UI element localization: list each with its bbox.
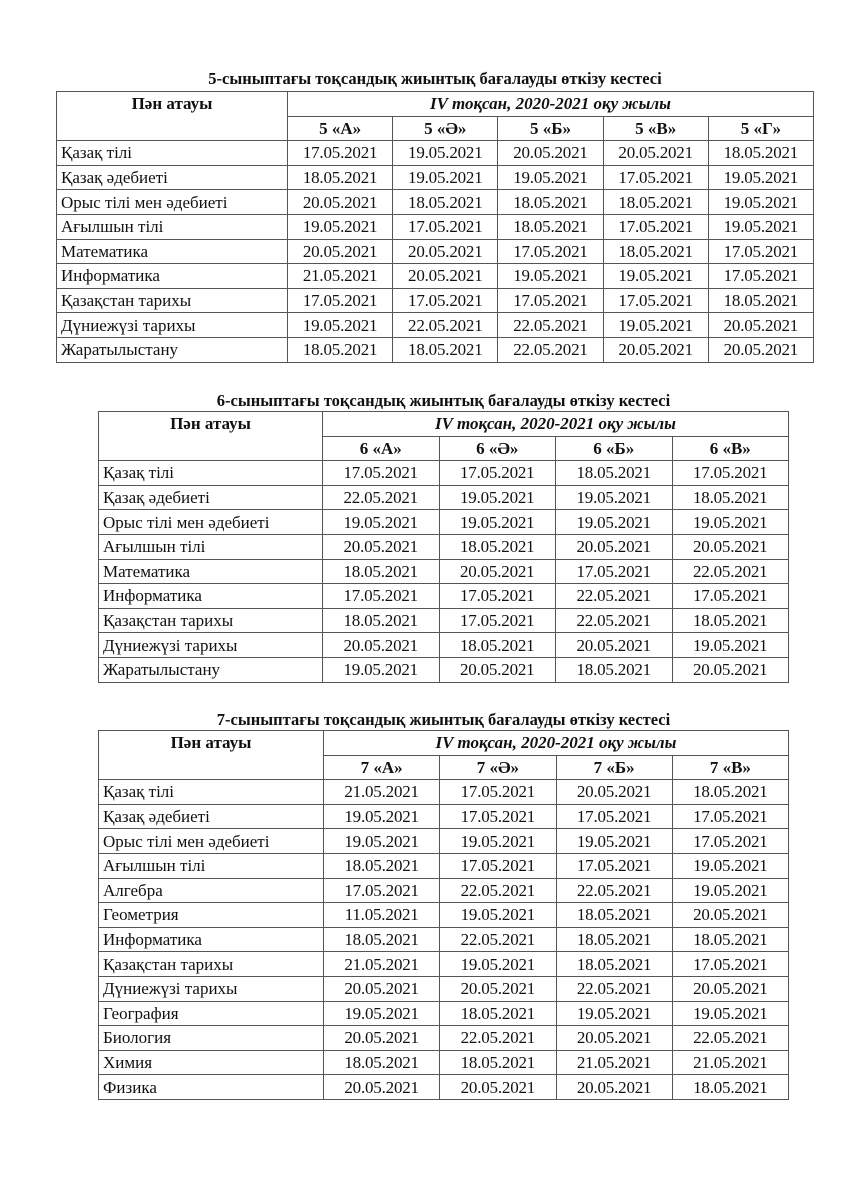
date-cell: 20.05.2021 <box>393 264 498 289</box>
date-cell: 17.05.2021 <box>393 288 498 313</box>
table-row <box>99 510 789 535</box>
date-cell: 17.05.2021 <box>672 829 788 854</box>
date-cell: 20.05.2021 <box>393 239 498 264</box>
subject-cell: Жаратылыстану <box>57 337 288 362</box>
class-column-header: 6 «А» <box>323 436 440 461</box>
date-cell: 20.05.2021 <box>556 1026 672 1051</box>
date-cell: 18.05.2021 <box>288 337 393 362</box>
class-column-header: 5 «Г» <box>708 116 813 141</box>
table-row <box>99 1026 789 1051</box>
table-row <box>99 804 789 829</box>
date-cell: 18.05.2021 <box>498 190 603 215</box>
date-cell: 18.05.2021 <box>672 927 788 952</box>
date-cell: 17.05.2021 <box>324 878 440 903</box>
date-cell: 19.05.2021 <box>498 165 603 190</box>
class-column-header: 6 «Б» <box>556 436 673 461</box>
date-cell: 21.05.2021 <box>672 1050 788 1075</box>
date-cell: 17.05.2021 <box>323 461 440 486</box>
table-row <box>99 829 789 854</box>
subject-cell: Дүниежүзі тарихы <box>57 313 288 338</box>
date-cell: 18.05.2021 <box>672 608 789 633</box>
subject-cell: Математика <box>99 559 323 584</box>
date-cell: 18.05.2021 <box>498 214 603 239</box>
date-cell: 20.05.2021 <box>556 633 673 658</box>
date-cell: 19.05.2021 <box>439 510 556 535</box>
date-cell: 22.05.2021 <box>556 976 672 1001</box>
date-cell: 19.05.2021 <box>603 264 708 289</box>
date-cell: 17.05.2021 <box>603 165 708 190</box>
subject-cell: Информатика <box>57 264 288 289</box>
date-cell: 18.05.2021 <box>439 633 556 658</box>
date-cell: 20.05.2021 <box>672 534 789 559</box>
date-cell: 17.05.2021 <box>439 461 556 486</box>
subject-cell: Химия <box>99 1050 324 1075</box>
class-column-header: 6 «В» <box>672 436 789 461</box>
period-header: IV тоқсан, 2020-2021 оқу жылы <box>288 92 814 117</box>
subject-cell: Қазақ тілі <box>99 461 323 486</box>
date-cell: 21.05.2021 <box>288 264 393 289</box>
date-cell: 20.05.2021 <box>288 190 393 215</box>
date-cell: 21.05.2021 <box>324 780 440 805</box>
header-row <box>57 92 814 117</box>
subject-cell: Дүниежүзі тарихы <box>99 976 324 1001</box>
table-row <box>99 584 789 609</box>
date-cell: 18.05.2021 <box>672 485 789 510</box>
date-cell: 22.05.2021 <box>672 1026 788 1051</box>
subject-cell: Қазақ әдебиеті <box>99 485 323 510</box>
date-cell: 18.05.2021 <box>556 461 673 486</box>
table-row <box>99 559 789 584</box>
date-cell: 20.05.2021 <box>672 976 788 1001</box>
date-cell: 17.05.2021 <box>288 141 393 166</box>
date-cell: 18.05.2021 <box>556 903 672 928</box>
date-cell: 22.05.2021 <box>672 559 789 584</box>
date-cell: 17.05.2021 <box>440 780 556 805</box>
grade5-schedule <box>56 69 814 363</box>
date-cell: 18.05.2021 <box>324 1050 440 1075</box>
date-cell: 20.05.2021 <box>708 313 813 338</box>
period-header: IV тоқсан, 2020-2021 оқу жылы <box>324 731 789 756</box>
date-cell: 19.05.2021 <box>672 1001 788 1026</box>
subject-cell: Жаратылыстану <box>99 657 323 682</box>
table-row <box>99 780 789 805</box>
class-column-header: 5 «В» <box>603 116 708 141</box>
grade6-schedule <box>98 391 789 683</box>
table-row <box>99 657 789 682</box>
date-cell: 19.05.2021 <box>323 657 440 682</box>
date-cell: 19.05.2021 <box>440 952 556 977</box>
subject-cell: География <box>99 1001 324 1026</box>
date-cell: 19.05.2021 <box>498 264 603 289</box>
grade7-schedule-table <box>98 730 789 1100</box>
date-cell: 19.05.2021 <box>672 878 788 903</box>
subject-cell: Дүниежүзі тарихы <box>99 633 323 658</box>
date-cell: 18.05.2021 <box>708 288 813 313</box>
grade6-schedule-title: 6-сыныптағы тоқсандық жиынтық бағалауды өткізу кестесі <box>216 391 671 410</box>
subject-cell: Геометрия <box>99 903 324 928</box>
subject-column-header: Пән атауы <box>57 92 288 141</box>
table-row <box>99 608 789 633</box>
subject-cell: Биология <box>99 1026 324 1051</box>
table-row <box>57 288 814 313</box>
date-cell: 17.05.2021 <box>708 239 813 264</box>
class-column-header: 7 «А» <box>324 755 440 780</box>
header-row <box>99 412 789 437</box>
date-cell: 18.05.2021 <box>440 1001 556 1026</box>
date-cell: 18.05.2021 <box>324 927 440 952</box>
date-cell: 17.05.2021 <box>393 214 498 239</box>
table-row <box>99 461 789 486</box>
date-cell: 18.05.2021 <box>672 780 788 805</box>
date-cell: 19.05.2021 <box>393 165 498 190</box>
date-cell: 19.05.2021 <box>324 804 440 829</box>
date-cell: 19.05.2021 <box>672 510 789 535</box>
grade7-schedule <box>98 710 789 1100</box>
date-cell: 22.05.2021 <box>323 485 440 510</box>
date-cell: 22.05.2021 <box>440 927 556 952</box>
date-cell: 19.05.2021 <box>556 510 673 535</box>
subject-cell: Алгебра <box>99 878 324 903</box>
date-cell: 18.05.2021 <box>556 927 672 952</box>
subject-cell: Қазақ әдебиеті <box>57 165 288 190</box>
date-cell: 11.05.2021 <box>324 903 440 928</box>
date-cell: 20.05.2021 <box>603 141 708 166</box>
class-column-header: 6 «Ә» <box>439 436 556 461</box>
subject-cell: Ағылшын тілі <box>57 214 288 239</box>
date-cell: 20.05.2021 <box>556 1075 672 1100</box>
date-cell: 20.05.2021 <box>323 633 440 658</box>
date-cell: 18.05.2021 <box>556 657 673 682</box>
date-cell: 17.05.2021 <box>556 559 673 584</box>
date-cell: 17.05.2021 <box>439 608 556 633</box>
period-header: IV тоқсан, 2020-2021 оқу жылы <box>323 412 789 437</box>
date-cell: 17.05.2021 <box>672 461 789 486</box>
date-cell: 20.05.2021 <box>324 1026 440 1051</box>
subject-cell: Физика <box>99 1075 324 1100</box>
date-cell: 17.05.2021 <box>440 804 556 829</box>
subject-column-header: Пән атауы <box>99 412 323 461</box>
table-row <box>57 337 814 362</box>
date-cell: 17.05.2021 <box>556 853 672 878</box>
table-row <box>99 927 789 952</box>
date-cell: 18.05.2021 <box>672 1075 788 1100</box>
table-row <box>57 239 814 264</box>
date-cell: 22.05.2021 <box>440 878 556 903</box>
date-cell: 20.05.2021 <box>324 1075 440 1100</box>
subject-cell: Орыс тілі мен әдебиеті <box>99 510 323 535</box>
grade6-schedule-table <box>98 411 789 683</box>
subject-cell: Математика <box>57 239 288 264</box>
date-cell: 18.05.2021 <box>603 239 708 264</box>
date-cell: 17.05.2021 <box>556 804 672 829</box>
date-cell: 19.05.2021 <box>439 485 556 510</box>
table-row <box>57 190 814 215</box>
date-cell: 19.05.2021 <box>672 853 788 878</box>
date-cell: 21.05.2021 <box>556 1050 672 1075</box>
date-cell: 19.05.2021 <box>440 903 556 928</box>
date-cell: 18.05.2021 <box>708 141 813 166</box>
date-cell: 22.05.2021 <box>498 313 603 338</box>
date-cell: 18.05.2021 <box>556 952 672 977</box>
date-cell: 17.05.2021 <box>672 952 788 977</box>
grade7-schedule-title: 7-сыныптағы тоқсандық жиынтық бағалауды өткізу кестесі <box>216 710 671 729</box>
date-cell: 20.05.2021 <box>323 534 440 559</box>
date-cell: 19.05.2021 <box>708 165 813 190</box>
date-cell: 20.05.2021 <box>672 657 789 682</box>
table-row <box>99 952 789 977</box>
table-row <box>99 878 789 903</box>
date-cell: 19.05.2021 <box>324 829 440 854</box>
table-row <box>99 485 789 510</box>
grade5-schedule-table <box>56 91 814 363</box>
date-cell: 19.05.2021 <box>288 313 393 338</box>
subject-cell: Ағылшын тілі <box>99 534 323 559</box>
date-cell: 19.05.2021 <box>324 1001 440 1026</box>
date-cell: 18.05.2021 <box>323 559 440 584</box>
subject-cell: Орыс тілі мен әдебиеті <box>99 829 324 854</box>
date-cell: 19.05.2021 <box>603 313 708 338</box>
table-row <box>99 534 789 559</box>
date-cell: 22.05.2021 <box>556 584 673 609</box>
class-column-header: 7 «Б» <box>556 755 672 780</box>
date-cell: 17.05.2021 <box>288 288 393 313</box>
date-cell: 22.05.2021 <box>556 608 673 633</box>
date-cell: 22.05.2021 <box>393 313 498 338</box>
date-cell: 18.05.2021 <box>324 853 440 878</box>
date-cell: 17.05.2021 <box>603 288 708 313</box>
date-cell: 20.05.2021 <box>288 239 393 264</box>
table-row <box>99 633 789 658</box>
date-cell: 17.05.2021 <box>439 584 556 609</box>
date-cell: 18.05.2021 <box>323 608 440 633</box>
table-row <box>57 141 814 166</box>
date-cell: 20.05.2021 <box>603 337 708 362</box>
subject-cell: Қазақстан тарихы <box>57 288 288 313</box>
date-cell: 20.05.2021 <box>556 534 673 559</box>
subject-column-header: Пән атауы <box>99 731 324 780</box>
table-row <box>99 853 789 878</box>
date-cell: 20.05.2021 <box>440 976 556 1001</box>
date-cell: 21.05.2021 <box>324 952 440 977</box>
table-row <box>99 976 789 1001</box>
subject-cell: Қазақстан тарихы <box>99 608 323 633</box>
date-cell: 19.05.2021 <box>708 190 813 215</box>
table-row <box>99 1050 789 1075</box>
date-cell: 17.05.2021 <box>323 584 440 609</box>
class-column-header: 7 «В» <box>672 755 788 780</box>
date-cell: 19.05.2021 <box>556 1001 672 1026</box>
date-cell: 18.05.2021 <box>439 534 556 559</box>
subject-cell: Информатика <box>99 584 323 609</box>
class-column-header: 5 «А» <box>288 116 393 141</box>
date-cell: 19.05.2021 <box>556 485 673 510</box>
date-cell: 22.05.2021 <box>556 878 672 903</box>
table-row <box>57 313 814 338</box>
subject-cell: Қазақ әдебиеті <box>99 804 324 829</box>
date-cell: 19.05.2021 <box>288 214 393 239</box>
date-cell: 18.05.2021 <box>288 165 393 190</box>
date-cell: 20.05.2021 <box>556 780 672 805</box>
subject-cell: Ағылшын тілі <box>99 853 324 878</box>
date-cell: 17.05.2021 <box>672 804 788 829</box>
date-cell: 19.05.2021 <box>393 141 498 166</box>
header-row <box>99 731 789 756</box>
date-cell: 19.05.2021 <box>323 510 440 535</box>
table-row <box>99 903 789 928</box>
date-cell: 17.05.2021 <box>672 584 789 609</box>
date-cell: 19.05.2021 <box>440 829 556 854</box>
subject-cell: Қазақ тілі <box>57 141 288 166</box>
date-cell: 18.05.2021 <box>440 1050 556 1075</box>
date-cell: 20.05.2021 <box>439 657 556 682</box>
table-row <box>99 1075 789 1100</box>
subject-cell: Орыс тілі мен әдебиеті <box>57 190 288 215</box>
date-cell: 19.05.2021 <box>556 829 672 854</box>
date-cell: 20.05.2021 <box>439 559 556 584</box>
date-cell: 17.05.2021 <box>498 288 603 313</box>
table-row <box>57 165 814 190</box>
date-cell: 22.05.2021 <box>498 337 603 362</box>
date-cell: 17.05.2021 <box>708 264 813 289</box>
date-cell: 17.05.2021 <box>498 239 603 264</box>
subject-cell: Қазақстан тарихы <box>99 952 324 977</box>
date-cell: 18.05.2021 <box>603 190 708 215</box>
date-cell: 20.05.2021 <box>708 337 813 362</box>
date-cell: 17.05.2021 <box>603 214 708 239</box>
date-cell: 19.05.2021 <box>672 633 789 658</box>
date-cell: 18.05.2021 <box>393 337 498 362</box>
subject-cell: Қазақ тілі <box>99 780 324 805</box>
date-cell: 17.05.2021 <box>440 853 556 878</box>
date-cell: 22.05.2021 <box>440 1026 556 1051</box>
date-cell: 20.05.2021 <box>324 976 440 1001</box>
date-cell: 20.05.2021 <box>672 903 788 928</box>
table-row <box>57 264 814 289</box>
subject-cell: Информатика <box>99 927 324 952</box>
grade5-schedule-title: 5-сыныптағы тоқсандық жиынтық бағалауды өткізу кестесі <box>208 69 662 88</box>
class-column-header: 7 «Ә» <box>440 755 556 780</box>
date-cell: 18.05.2021 <box>393 190 498 215</box>
class-column-header: 5 «Б» <box>498 116 603 141</box>
date-cell: 20.05.2021 <box>498 141 603 166</box>
date-cell: 20.05.2021 <box>440 1075 556 1100</box>
date-cell: 19.05.2021 <box>708 214 813 239</box>
table-row <box>57 214 814 239</box>
class-column-header: 5 «Ә» <box>393 116 498 141</box>
table-row <box>99 1001 789 1026</box>
